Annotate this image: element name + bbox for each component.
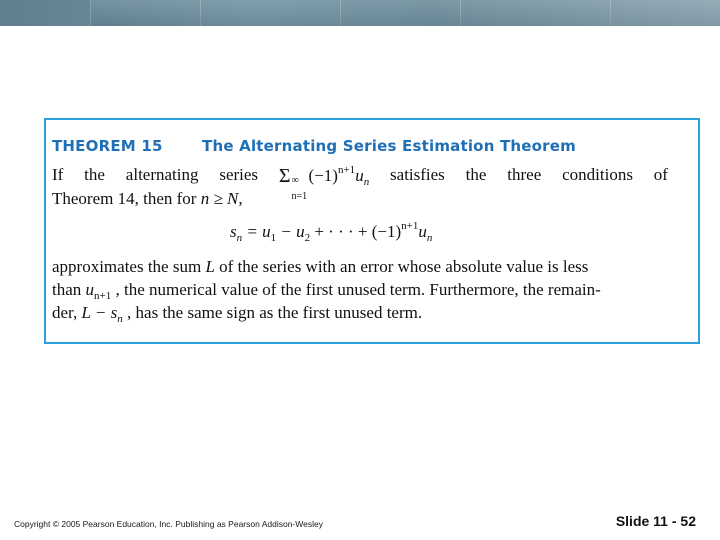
word: of: [653, 165, 668, 184]
copyright-notice: Copyright © 2005 Pearson Education, Inc. Publishing as Pearson Addison-Wesley: [14, 519, 323, 529]
banner-tile: [200, 0, 341, 26]
word: series: [219, 165, 259, 184]
theorem-para-line-1: [52, 257, 668, 277]
word: three: [507, 165, 542, 184]
line2-math: n ≥ N,: [200, 189, 243, 208]
line2-text: Theorem 14, then for: [52, 189, 201, 208]
banner-tile: [460, 0, 611, 26]
theorem-line-2: [52, 189, 668, 209]
theorem-heading: [52, 137, 576, 155]
para-sub: n: [117, 313, 123, 325]
para-sub: n+1: [94, 290, 112, 302]
theorem-title: The Alternating Series Estimation Theorem: [202, 137, 576, 155]
formula-sub: 1: [270, 232, 277, 244]
sigma-upper: ∞: [291, 175, 299, 186]
para-math: L − s: [81, 303, 118, 322]
para-text: der,: [52, 303, 82, 322]
para-text: than: [52, 280, 86, 299]
word: satisfies: [390, 165, 445, 184]
formula-s-sub: n: [236, 232, 243, 244]
para-text: of the series with an error whose absolute value is less: [214, 257, 589, 276]
word: conditions: [562, 165, 633, 184]
series-expression: [278, 164, 370, 202]
theorem-para-line-2: [52, 280, 668, 302]
word: the: [465, 165, 487, 184]
formula-part: = u: [242, 222, 271, 241]
word: If: [52, 165, 64, 184]
para-text: , has the same sign as the first unused term.: [122, 303, 423, 322]
formula-part: + · · · + (−1): [310, 222, 402, 241]
para-text: approximates the sum: [52, 257, 206, 276]
sigma-lower: n=1: [291, 191, 308, 202]
u-symbol: u: [355, 166, 364, 185]
para-math: L: [205, 257, 215, 276]
formula-sub: 2: [304, 232, 311, 244]
partial-sum-formula: [230, 222, 432, 242]
banner-tile: [610, 0, 720, 26]
theorem-number: THEOREM 15: [52, 137, 163, 155]
u-subscript: n: [363, 176, 370, 188]
formula-part: − u: [276, 222, 305, 241]
word: alternating: [125, 165, 199, 184]
banner-tile: [340, 0, 461, 26]
banner-tile: [90, 0, 201, 26]
formula-s: s: [230, 222, 237, 241]
term-base: (−1): [308, 166, 338, 185]
formula-part: u: [418, 222, 427, 241]
term-exponent: n+1: [337, 164, 356, 176]
formula-exponent: n+1: [401, 220, 419, 232]
word: the: [84, 165, 105, 184]
theorem-para-line-3: [52, 303, 668, 325]
para-math: u: [85, 280, 95, 299]
sigma-symbol: Σ: [278, 165, 291, 187]
para-text: , the numerical value of the first unused term. Furthermore, the remain-: [111, 280, 601, 299]
formula-sub: n: [426, 232, 433, 244]
header-banner: [0, 0, 720, 26]
slide-number: Slide 11 - 52: [615, 513, 696, 529]
